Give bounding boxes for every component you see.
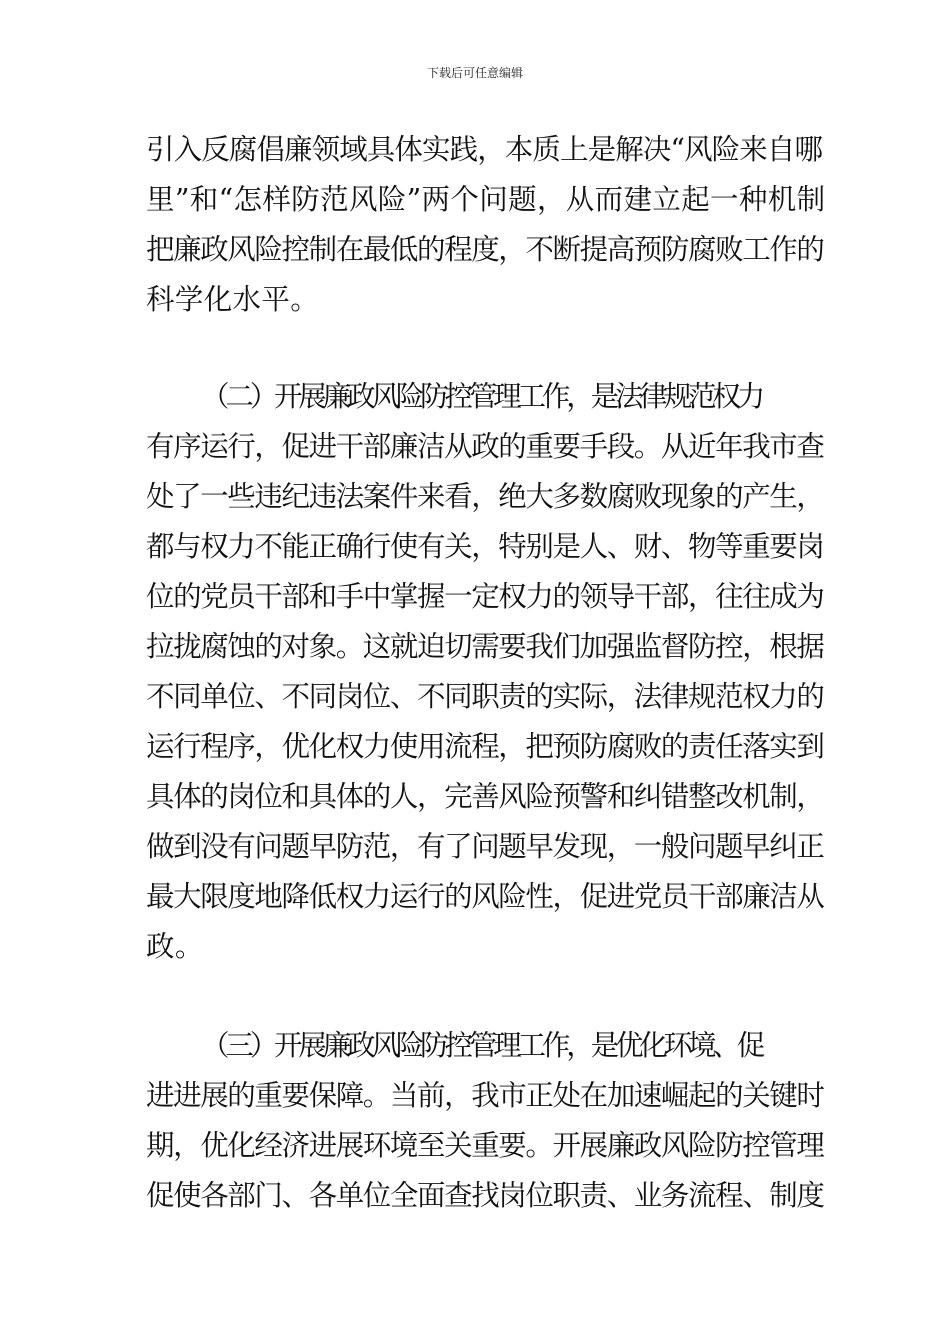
text-line: 位的党员干部和手中掌握一定权力的领导干部，往往成为 (146, 580, 824, 613)
text-line: 处了一些违纪违法案件来看，绝大多数腐败现象的产生， (146, 480, 824, 513)
page-header: 下载后可任意编辑 (426, 66, 523, 80)
text-line: 不同单位、不同岗位、不同职责的实际，法律规范权力的 (146, 680, 824, 713)
text-line: 促使各部门、各单位全面查找岗位职责、业务流程、制度 (146, 1179, 824, 1212)
text-line: 具体的岗位和具体的人，完善风险预警和纠错整改机制， (146, 780, 824, 813)
text-line: 里”和“怎样防范风险”两个问题，从而建立起一种机制 (146, 183, 826, 216)
text-line: 把廉政风险控制在最低的程度，不断提高预防腐败工作的 (146, 233, 824, 266)
text-line: 政。 (146, 930, 204, 963)
text-line: 最大限度地降低权力运行的风险性，促进党员干部廉洁从 (146, 880, 824, 913)
text-line: 进进展的重要保障。当前，我市正处在加速崛起的关键时 (146, 1079, 824, 1112)
text-line: 科学化水平。 (146, 283, 320, 316)
text-line: 运行程序，优化权力使用流程，把预防腐败的责任落实到 (146, 730, 824, 763)
text-line: 有序运行，促进干部廉洁从政的重要手段。从近年我市查 (146, 430, 824, 463)
text-line: 期，优化经济进展环境至关重要。开展廉政风险防控管理 (146, 1129, 824, 1162)
text-line: 都与权力不能正确行使有关，特别是人、财、物等重要岗 (146, 530, 824, 563)
text-line: 做到没有问题早防范，有了问题早发现，一般问题早纠正 (146, 830, 824, 863)
text-line: 引入反腐倡廉领域具体实践，本质上是解决“风险来自哪 (146, 133, 823, 166)
text-line: 拉拢腐蚀的对象。这就迫切需要我们加强监督防控，根据 (146, 630, 824, 663)
paragraph-first-line: （二）开展廉政风险防控管理工作，是法律规范权力 (201, 380, 762, 413)
paragraph-first-line: （三）开展廉政风险防控管理工作，是优化环境、促 (201, 1029, 762, 1062)
